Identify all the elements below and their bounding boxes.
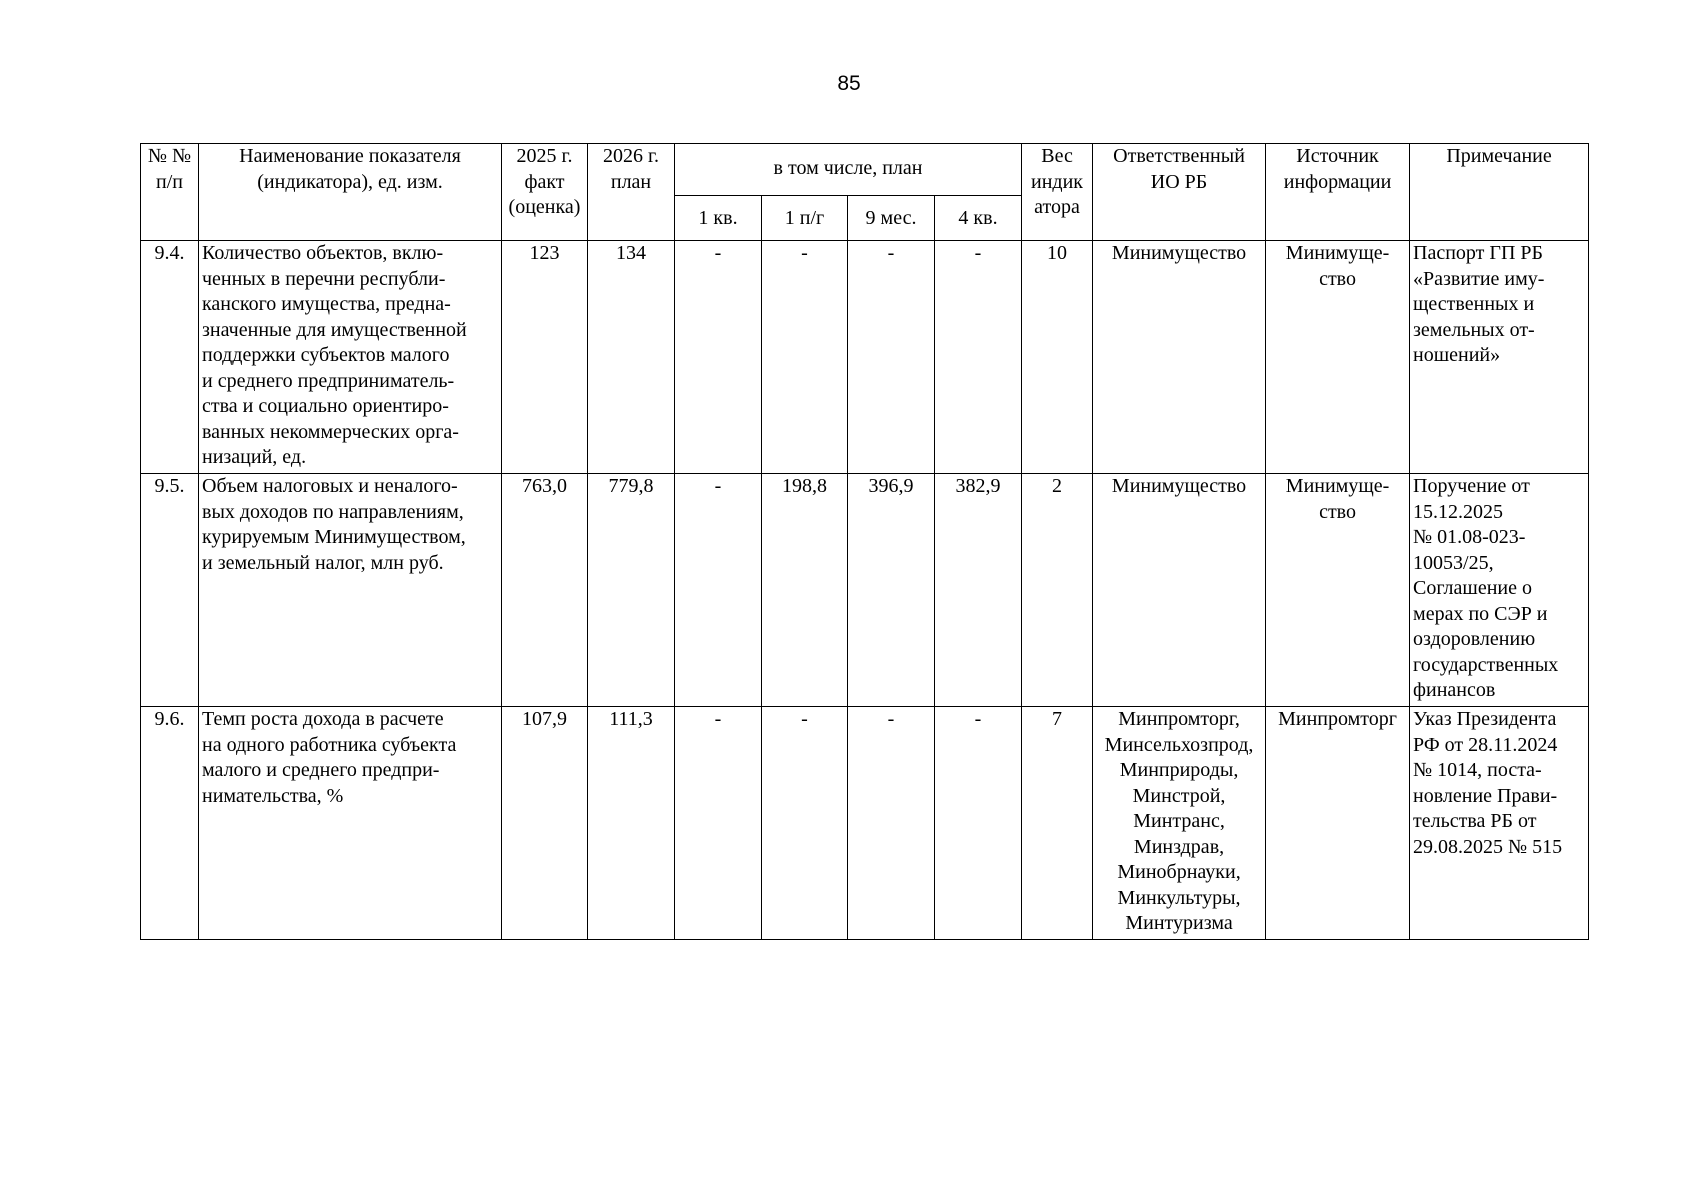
cell-weight: 7	[1022, 707, 1093, 940]
cell-q1: -	[675, 707, 762, 940]
cell-source: Минимуще- ство	[1266, 241, 1410, 474]
cell-9m: -	[848, 707, 935, 940]
cell-9m: 396,9	[848, 474, 935, 707]
table-row	[141, 474, 1589, 707]
table-body	[141, 241, 1589, 940]
cell-weight: 10	[1022, 241, 1093, 474]
cell-name: Объем налоговых и неналого- вых доходов по направлениям, курируемым Минимуществом, и земельный налог, млн руб.	[199, 474, 502, 707]
page-number: 85	[837, 72, 861, 95]
header-q1: 1 кв.	[675, 195, 762, 241]
cell-q4: -	[935, 707, 1022, 940]
header-weight: Вес индик атора	[1022, 144, 1093, 241]
cell-plan-2026: 779,8	[588, 474, 675, 707]
indicators-table	[140, 143, 1589, 940]
cell-num: 9.6.	[141, 707, 199, 940]
header-q4: 4 кв.	[935, 195, 1022, 241]
cell-note: Указ Президента РФ от 28.11.2024 № 1014, поста- новление Прави- тельства РБ от 29.08.2025 № 515	[1410, 707, 1589, 940]
cell-note: Паспорт ГП РБ «Развитие иму- щественных и земельных от- ношений»	[1410, 241, 1589, 474]
header-source: Источник информации	[1266, 144, 1410, 241]
cell-fact-2025: 107,9	[502, 707, 588, 940]
cell-responsible: Минимущество	[1093, 241, 1266, 474]
cell-plan-2026: 111,3	[588, 707, 675, 940]
header-h1: 1 п/г	[762, 195, 848, 241]
cell-q1: -	[675, 474, 762, 707]
cell-num: 9.5.	[141, 474, 199, 707]
cell-h1: -	[762, 707, 848, 940]
cell-responsible: Минпромторг, Минсельхозпрод, Минприроды, Минстрой, Минтранс, Минздрав, Минобрнауки, Минкультуры, Минтуризма	[1093, 707, 1266, 940]
table-row	[141, 241, 1589, 474]
cell-weight: 2	[1022, 474, 1093, 707]
header-note: Примечание	[1410, 144, 1589, 241]
header-2026: 2026 г. план	[588, 144, 675, 241]
cell-fact-2025: 763,0	[502, 474, 588, 707]
cell-name: Темп роста дохода в расчете на одного работника субъекта малого и среднего предпри- нимательства, %	[199, 707, 502, 940]
table-row	[141, 707, 1589, 940]
cell-9m: -	[848, 241, 935, 474]
cell-num: 9.4.	[141, 241, 199, 474]
table-header	[141, 144, 1589, 241]
cell-q4: -	[935, 241, 1022, 474]
cell-responsible: Минимущество	[1093, 474, 1266, 707]
cell-q1: -	[675, 241, 762, 474]
cell-note: Поручение от 15.12.2025 № 01.08-023- 10053/25, Соглашение о мерах по СЭР и оздоровлению государственных финансов	[1410, 474, 1589, 707]
header-num: № № п/п	[141, 144, 199, 241]
cell-source: Минимуще- ство	[1266, 474, 1410, 707]
cell-h1: 198,8	[762, 474, 848, 707]
cell-source: Минпромторг	[1266, 707, 1410, 940]
cell-h1: -	[762, 241, 848, 474]
header-name: Наименование показателя (индикатора), ед. изм.	[199, 144, 502, 241]
cell-plan-2026: 134	[588, 241, 675, 474]
header-responsible: Ответственный ИО РБ	[1093, 144, 1266, 241]
header-9m: 9 мес.	[848, 195, 935, 241]
cell-q4: 382,9	[935, 474, 1022, 707]
cell-name: Количество объектов, вклю- ченных в перечни республи- канского имущества, предна- значенные для имущественной поддержки субъектов малого и среднего предприниматель- ства и социально ориентиро- ванных некоммерческих орга- низаций, ед.	[199, 241, 502, 474]
cell-fact-2025: 123	[502, 241, 588, 474]
header-2025: 2025 г. факт (оценка)	[502, 144, 588, 241]
header-plan-group: в том числе, план	[675, 144, 1022, 196]
